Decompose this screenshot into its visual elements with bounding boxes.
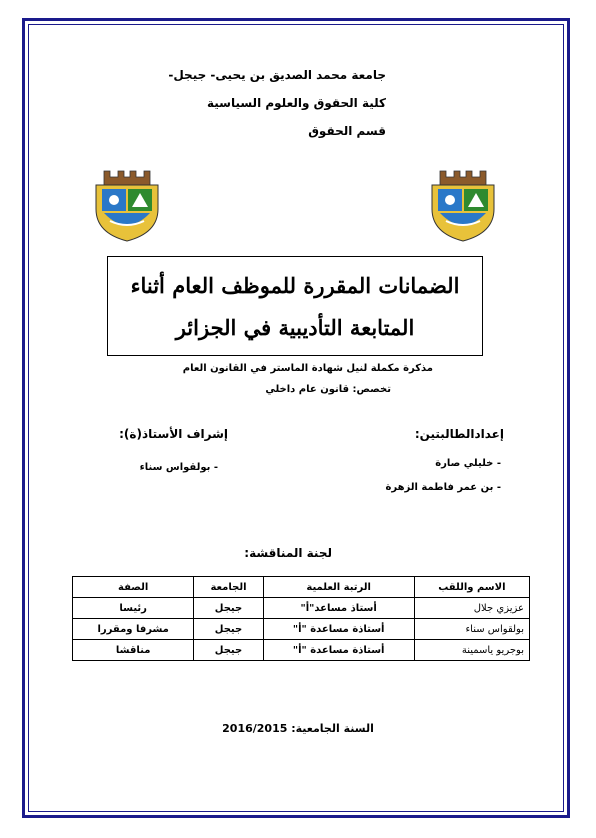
jury-member-rank: أستاذة مساعدة "أ" [263,619,414,640]
page-border-inner [28,24,564,812]
jury-col-university: الجامعة [194,577,263,598]
jury-member-rank: أستاذة مساعدة "أ" [263,640,414,661]
supervisor-label: إشراف الأستاذ(ة): [119,427,228,441]
jury-member-university: جيجل [194,598,263,619]
students-label: إعدادالطالبتين: [414,427,504,441]
jury-member-role: رئيسا [73,598,194,619]
jury-member-name: بوجريو ياسمينة [414,640,529,661]
thesis-title-box [107,256,483,356]
jury-member-name: بولقواس سناء [414,619,529,640]
jury-member-university: جيجل [194,619,263,640]
student-name-2: - بن عمر فاطمة الزهرة [385,482,501,493]
student-name-1: - خليلي صارة [435,458,501,469]
university-name: جامعة محمد الصديق بن يحيى- جيجل- [168,68,386,82]
jury-member-role: مناقشا [73,640,194,661]
jury-col-rank: الرتبة العلمية [263,577,414,598]
department-name: قسم الحقوق [308,124,386,138]
jury-member-name: عزيزي جلال [414,598,529,619]
jury-table-header-row [73,577,530,598]
thesis-title-line-2: المتابعة التأديبية في الجزائر [175,315,415,340]
jury-table [72,576,530,661]
table-row [73,640,530,661]
supervisor-name: - بولقواس سناء [139,462,218,473]
jury-member-rank: أستاذ مساعد"أ" [263,598,414,619]
specialty: تخصص: قانون عام داخلي [265,384,391,395]
jury-col-role: الصفة [73,577,194,598]
university-logo-right [428,163,498,243]
table-row [73,598,530,619]
jury-col-name: الاسم واللقب [414,577,529,598]
university-logo-left [92,163,162,243]
faculty-name: كلية الحقوق والعلوم السياسية [206,96,386,110]
thesis-description: مذكرة مكملة لنيل شهادة الماستر في القانون العام [182,363,433,374]
jury-member-university: جيجل [194,640,263,661]
academic-year: السنة الجامعية: 2016/2015 [222,722,374,735]
jury-member-role: مشرفا ومقررا [73,619,194,640]
table-row [73,619,530,640]
thesis-title-line-1: الضمانات المقررة للموظف العام أثناء [130,273,460,298]
jury-label: لجنة المناقشة: [244,546,332,560]
